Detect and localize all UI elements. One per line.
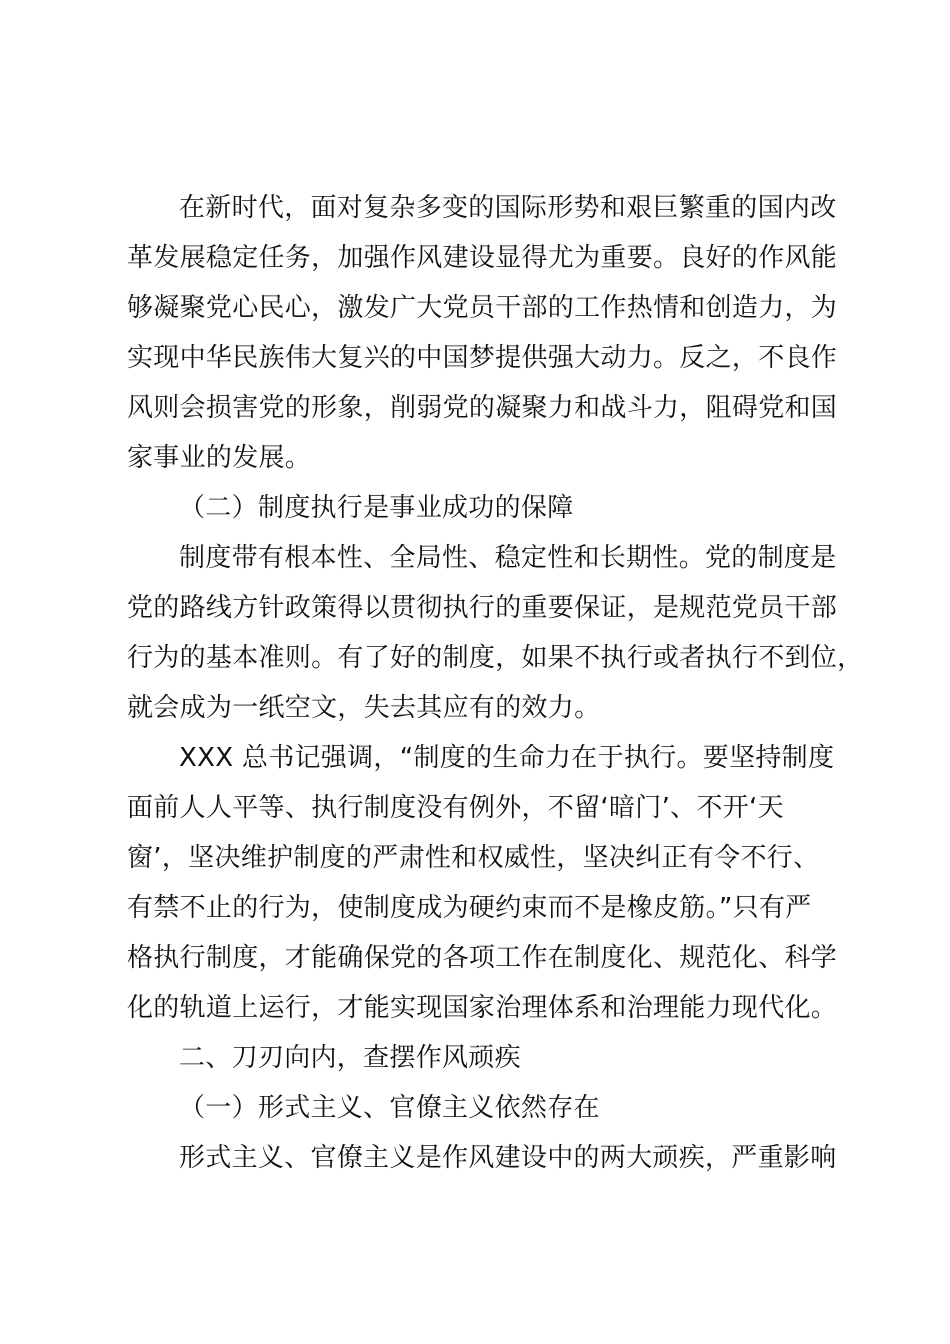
paragraph-line: 面前人人平等、执行制度没有例外，不留‘暗门’、不开‘天 — [127, 793, 784, 823]
paragraph-line: 化的轨道上运行，才能实现国家治理体系和治理能力现代化。 — [127, 993, 838, 1023]
paragraph-line: 实现中华民族伟大复兴的中国梦提供强大动力。反之，不良作 — [127, 343, 838, 373]
paragraph-line: 革发展稳定任务，加强作风建设显得尤为重要。良好的作风能 — [127, 243, 838, 273]
paragraph-first-line: XXX 总书记强调，“制度的生命力在于执行。要坚持制度 — [179, 743, 835, 773]
section-heading: （二）制度执行是事业成功的保障 — [179, 493, 574, 523]
paragraph-line: 党的路线方针政策得以贯彻执行的重要保证，是规范党员干部 — [127, 593, 838, 623]
paragraph-line: 格执行制度，才能确保党的各项工作在制度化、规范化、科学 — [127, 943, 838, 973]
paragraph-first-line: 在新时代，面对复杂多变的国际形势和艰巨繁重的国内改 — [179, 193, 837, 223]
paragraph-line: 够凝聚党心民心，激发广大党员干部的工作热情和创造力，为 — [127, 293, 838, 323]
paragraph-line: 风则会损害党的形象，削弱党的凝聚力和战斗力，阻碍党和国 — [127, 393, 838, 423]
section-heading: （一）形式主义、官僚主义依然存在 — [179, 1093, 600, 1123]
paragraph-line: 窗’，坚决维护制度的严肃性和权威性，坚决纠正有令不行、 — [127, 843, 820, 873]
paragraph-line: 有禁不止的行为，使制度成为硬约束而不是橡皮筋。”只有严 — [127, 893, 812, 923]
paragraph-first-line: 制度带有根本性、全局性、稳定性和长期性。党的制度是 — [179, 543, 837, 573]
paragraph-line: 家事业的发展。 — [127, 443, 312, 473]
chapter-heading: 二、刀刃向内，查摆作风顽疾 — [179, 1043, 521, 1073]
paragraph-line: 行为的基本准则。有了好的制度，如果不执行或者执行不到位， — [127, 643, 864, 673]
paragraph-line: 就会成为一纸空文，失去其应有的效力。 — [127, 693, 601, 723]
document-body — [127, 183, 864, 1183]
paragraph-first-line: 形式主义、官僚主义是作风建设中的两大顽疾，严重影响 — [179, 1143, 837, 1173]
